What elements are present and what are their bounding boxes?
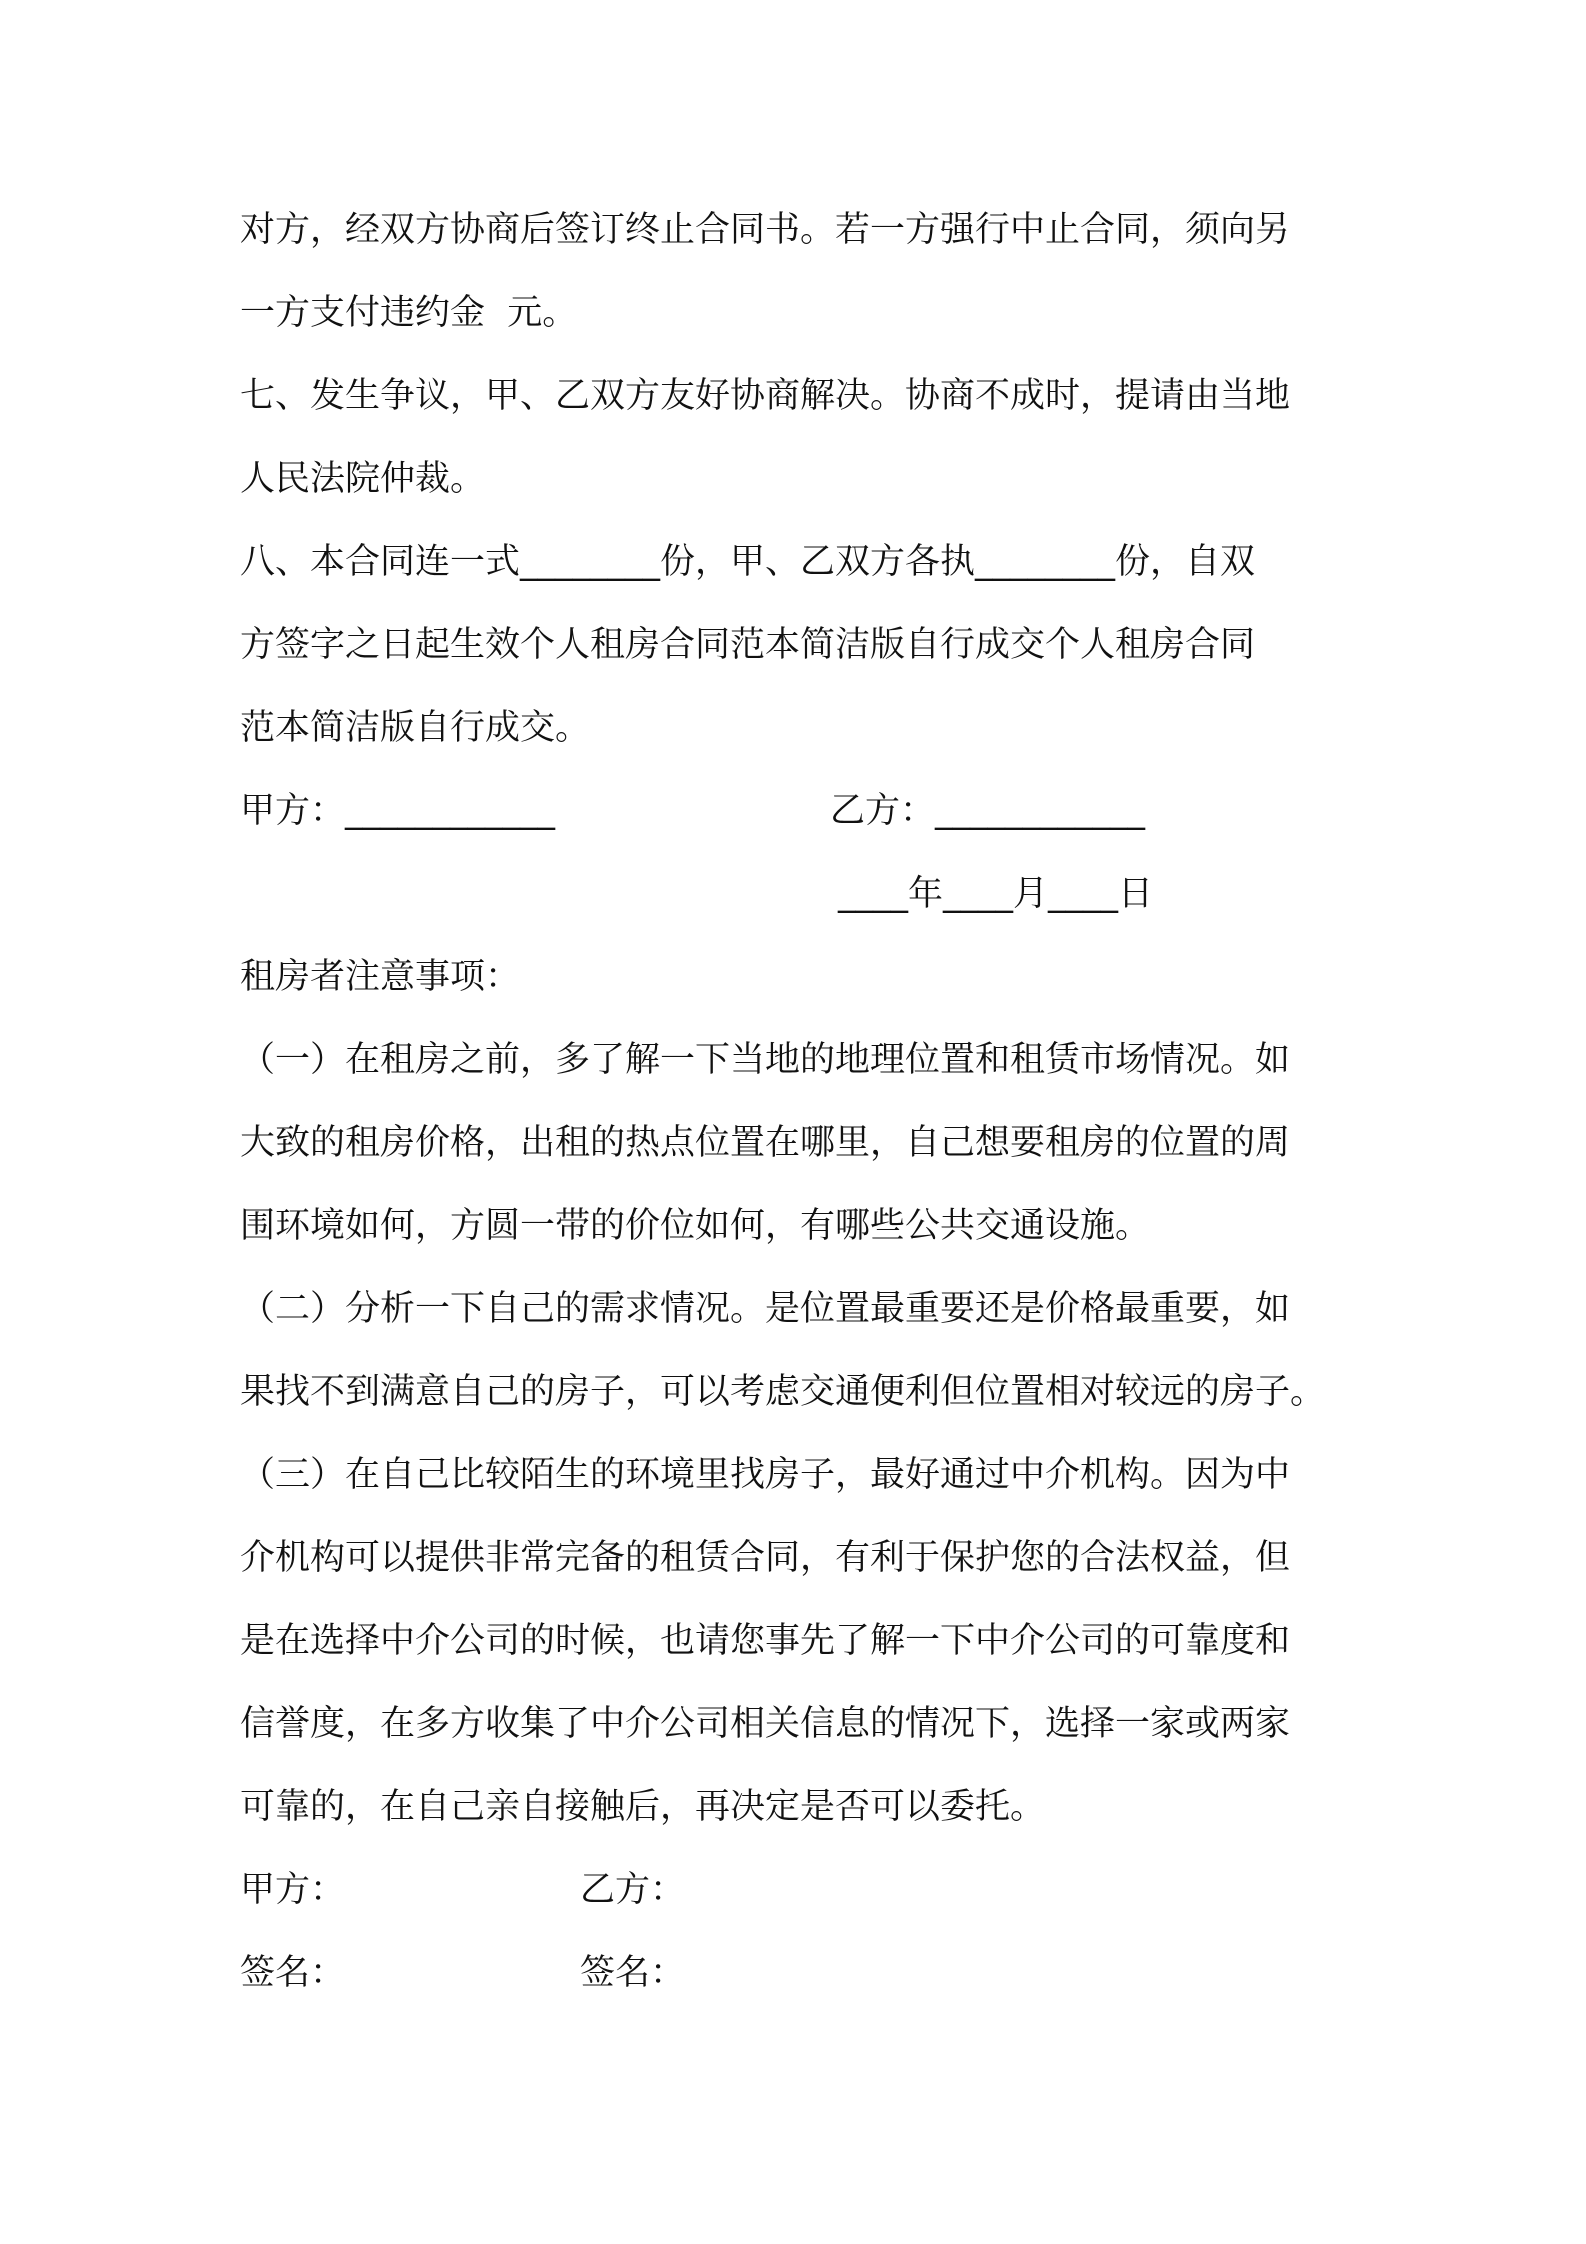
clause-eight: 八、本合同连一式________份，甲、乙双方各执________份，自双 (240, 542, 1256, 582)
paragraph-line: 方签字之日起生效个人租房合同范本简洁版自行成交个人租房合同 (240, 625, 1256, 665)
note-line: （一）在租房之前，多了解一下当地的地理位置和租赁市场情况。如 (240, 1040, 1291, 1080)
note-line: （二）分析一下自己的需求情况。是位置最重要还是价格最重要，如 (240, 1289, 1291, 1329)
party-b-signature-line: 乙方：____________ (830, 791, 1146, 831)
date-line: ____年____月____日 (838, 874, 1154, 914)
note-line: 围环境如何，方圆一带的价位如何，有哪些公共交通设施。 (240, 1206, 1151, 1246)
paragraph-line: 对方，经双方协商后签订终止合同书。若一方强行中止合同，须向另 (240, 210, 1291, 250)
note-line: 是在选择中介公司的时候，也请您事先了解一下中介公司的可靠度和 (240, 1621, 1291, 1661)
party-a-label: 甲方： (240, 1870, 346, 1910)
note-line: 可靠的，在自己亲自接触后，再决定是否可以委托。 (240, 1787, 1046, 1827)
note-line: （三）在自己比较陌生的环境里找房子，最好通过中介机构。因为中 (240, 1455, 1291, 1495)
paragraph-line: 一方支付违约金 元。 (240, 293, 578, 333)
note-line: 果找不到满意自己的房子，可以考虑交通便利但位置相对较远的房子。 (240, 1372, 1326, 1412)
notes-title: 租房者注意事项： (240, 957, 521, 997)
note-line: 介机构可以提供非常完备的租赁合同，有利于保护您的合法权益，但 (240, 1538, 1291, 1578)
note-line: 信誉度，在多方收集了中介公司相关信息的情况下，选择一家或两家 (240, 1704, 1291, 1744)
party-b-sign-label: 签名： (580, 1953, 686, 1993)
party-a-signature-line: 甲方：____________ (240, 791, 556, 831)
paragraph-line: 人民法院仲裁。 (240, 459, 486, 499)
paragraph-line: 范本简洁版自行成交。 (240, 708, 591, 748)
party-a-sign-label: 签名： (240, 1953, 346, 1993)
note-line: 大致的租房价格，出租的热点位置在哪里，自己想要租房的位置的周 (240, 1123, 1291, 1163)
clause-seven: 七、发生争议，甲、乙双方友好协商解决。协商不成时，提请由当地 (240, 376, 1291, 416)
party-b-label: 乙方： (580, 1870, 686, 1910)
